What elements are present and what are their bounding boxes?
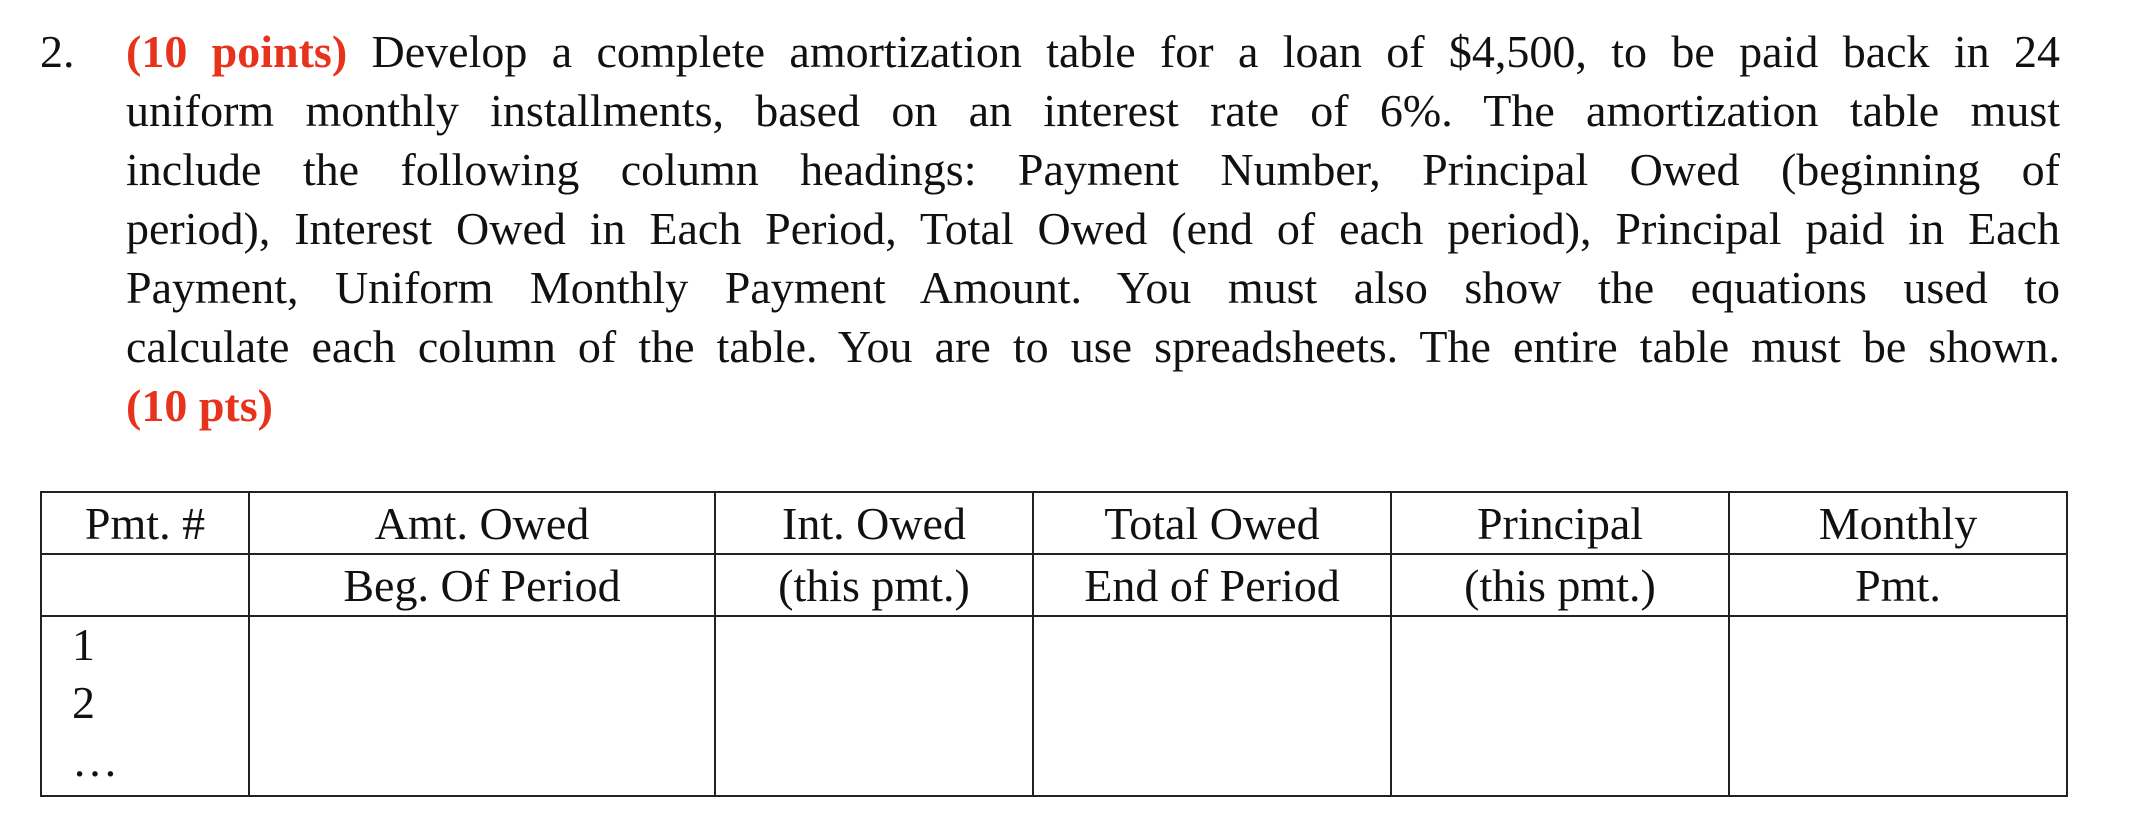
question-text-line: calculate each column of the table. You are to use spreadsheets. The entire table must be shown.: [126, 321, 2060, 372]
payment-number: 1: [72, 619, 95, 670]
header-pmt-number-sub: [41, 554, 249, 616]
amortization-table: [40, 491, 2068, 797]
header-row-2: [41, 554, 2067, 616]
int-owed-cell: [715, 616, 1033, 796]
question-line-pts: [126, 376, 2060, 435]
question-text-line: include the following column headings: Payment Number, Principal Owed (beginning of: [126, 144, 2060, 195]
question-number: 2.: [40, 26, 75, 77]
payment-number: 2: [72, 677, 95, 728]
header-end-of-period: End of Period: [1033, 554, 1391, 616]
question-block: [40, 22, 2060, 435]
question-text-line: Develop a complete amortization table for a loan of $4,500, to be paid back in 24: [371, 26, 2060, 77]
header-pmt-number: Pmt. #: [41, 492, 249, 554]
header-total-owed: Total Owed: [1033, 492, 1391, 554]
header-int-owed: Int. Owed: [715, 492, 1033, 554]
payment-number-cell: [41, 616, 249, 796]
table-row: [41, 616, 2067, 796]
header-pmt: Pmt.: [1729, 554, 2067, 616]
question-body: [126, 22, 2060, 435]
monthly-pmt-cell: [1729, 616, 2067, 796]
payment-number-list: [42, 615, 248, 789]
question-line-1: [126, 22, 2060, 81]
header-monthly: Monthly: [1729, 492, 2067, 554]
pts-label: (10 pts): [126, 380, 273, 431]
points-label: (10 points): [126, 26, 348, 77]
amt-owed-cell: [249, 616, 715, 796]
header-beg-of-period: Beg. Of Period: [249, 554, 715, 616]
principal-cell: [1391, 616, 1729, 796]
header-row-1: [41, 492, 2067, 554]
total-owed-cell: [1033, 616, 1391, 796]
header-principal: Principal: [1391, 492, 1729, 554]
question-text-line: Payment, Uniform Monthly Payment Amount. You must also show the equations used to: [126, 262, 2060, 313]
header-amt-owed: Amt. Owed: [249, 492, 715, 554]
header-int-this-pmt: (this pmt.): [715, 554, 1033, 616]
question-text-line: uniform monthly installments, based on an interest rate of 6%. The amortization table must: [126, 85, 2060, 136]
header-principal-this-pmt: (this pmt.): [1391, 554, 1729, 616]
question-text-line: period), Interest Owed in Each Period, Total Owed (end of each period), Principal paid in Each: [126, 203, 2060, 254]
payment-number-ellipsis: …: [72, 735, 118, 786]
